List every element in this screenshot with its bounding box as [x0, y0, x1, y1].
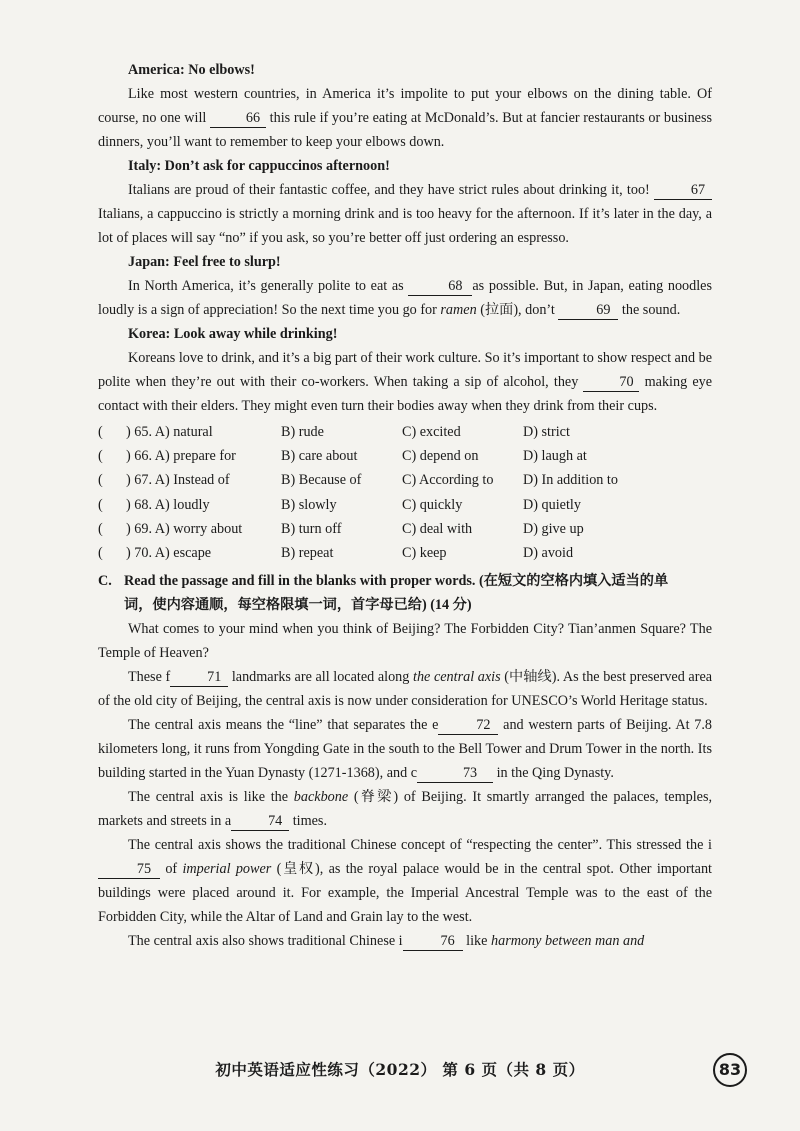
- option-c: C) deal with: [402, 520, 473, 537]
- option-b: B) repeat: [281, 545, 334, 562]
- option-d: D) laugh at: [523, 448, 587, 465]
- option-b: B) Because of: [281, 472, 362, 489]
- america-heading: America: No elbows!: [128, 62, 255, 78]
- option-row: [98, 493, 712, 517]
- blank-74[interactable]: 74: [231, 812, 289, 831]
- option-row: [98, 541, 712, 565]
- option-b: B) care about: [281, 448, 358, 465]
- japan-paragraph: In North America, it’s generally polite to eat as 68 as possible. But, in Japan, eating noodles loudly is a sign of appreciation! So the next time you go for ramen (拉面), don’t 69 the sound.: [98, 278, 712, 318]
- blank-68[interactable]: 68: [408, 277, 472, 296]
- beijing-paragraph-5: The central axis shows the traditional Chinese concept of “respecting the center”. This stressed the i75 of imperial power (皇权), as the royal palace would be in the central spot. Other important buildings were placed around it. For example, the Imperial Ancestral Temple was to the east of the Forbidden City, while the Altar of Land and Grain lay to the west.: [98, 837, 713, 926]
- beijing-paragraph-2: These f 71 landmarks are all located along the central axis (中轴线). As the best preserved area of the old city of Beijing, the central axis is now under consideration for UNESCO’s World Heritage status.: [98, 669, 713, 710]
- option-b: B) rude: [281, 424, 324, 440]
- section-c-line2: 词，使内容通顺，每空格限填一词，首字母已给) (14 分): [124, 597, 472, 614]
- option-a: ) 65. A) natural: [126, 424, 213, 440]
- answer-paren[interactable]: (: [98, 520, 103, 537]
- option-row: [98, 420, 712, 444]
- blank-66[interactable]: 66: [210, 109, 266, 128]
- blank-75[interactable]: 75: [98, 860, 160, 879]
- worksheet-page: [98, 58, 712, 953]
- option-b: B) slowly: [281, 496, 337, 513]
- option-c: C) depend on: [402, 448, 479, 465]
- america-paragraph: Like most western countries, in America it’s impolite to put your elbows on the dining table. Of course, no one will 66 this rule if you’re eating at McDonald’s. But at fancier restaurants or business dinners, you’ll want to remember to keep your elbows down.: [98, 86, 712, 150]
- option-c: C) quickly: [402, 496, 463, 513]
- italy-heading: Italy: Don’t ask for cappuccinos afternoon!: [128, 158, 390, 174]
- option-b: B) turn off: [281, 520, 342, 537]
- answer-paren[interactable]: (: [98, 472, 103, 489]
- blank-73[interactable]: 73: [417, 764, 493, 783]
- option-c: C) keep: [402, 545, 447, 562]
- answer-paren[interactable]: (: [98, 424, 103, 440]
- option-d: D) strict: [523, 424, 570, 440]
- option-row: [98, 517, 712, 541]
- answer-paren[interactable]: (: [98, 448, 103, 465]
- section-c-line1: Read the passage and fill in the blanks with proper words. (在短文的空格内填入适当的单: [124, 573, 669, 590]
- blank-70[interactable]: 70: [583, 373, 639, 392]
- beijing-paragraph-4: The central axis is like the backbone (脊梁) of Beijing. It smartly arranged the palaces, temples, markets and streets in a 74 times.: [98, 789, 713, 830]
- blank-71[interactable]: 71: [170, 668, 228, 687]
- option-d: D) avoid: [523, 545, 574, 562]
- korea-paragraph: Koreans love to drink, and it’s a big part of their work culture. So it’s important to show respect and be polite when they’re out with their co-workers. When taking a sip of alcohol, they 70 making eye contact with their elders. They might even turn their bodies away when they drink from their cups.: [98, 350, 713, 414]
- option-a: ) 67. A) Instead of: [126, 472, 230, 489]
- beijing-paragraph-1: What comes to your mind when you think of Beijing? The Forbidden City? Tian’anmen Square? The Temple of Heaven?: [98, 621, 712, 662]
- option-a: ) 70. A) escape: [126, 545, 212, 562]
- option-d: D) In addition to: [523, 472, 618, 489]
- blank-72[interactable]: 72: [438, 716, 498, 735]
- option-a: ) 69. A) worry about: [126, 520, 243, 537]
- italy-paragraph: Italians are proud of their fantastic coffee, and they have strict rules about drinking it, too! 67 Italians, a cappuccino is strictly a morning drink and is too heavy for the afternoon. If it’s later in the day, a lot of places will say “no” if you ask, so you’re better off just ordering an espresso.: [98, 182, 712, 246]
- option-row: [98, 444, 712, 468]
- korea-heading: Korea: Look away while drinking!: [128, 326, 338, 342]
- page-footer: 初中英语适应性练习（2022） 第 6 页（共 8 页）: [215, 1060, 585, 1079]
- option-c: C) excited: [402, 424, 461, 440]
- blank-76[interactable]: 76: [403, 932, 463, 951]
- section-c-number: C.: [98, 573, 112, 590]
- option-row: [98, 468, 712, 492]
- blank-67[interactable]: 67: [654, 181, 712, 200]
- answer-paren[interactable]: (: [98, 545, 103, 562]
- answer-paren[interactable]: (: [98, 496, 103, 513]
- option-c: C) According to: [402, 472, 494, 489]
- section-c-instructions: [98, 569, 712, 617]
- blank-69[interactable]: 69: [558, 301, 618, 320]
- option-a: ) 66. A) prepare for: [126, 448, 236, 465]
- multiple-choice-options: [98, 420, 712, 565]
- beijing-paragraph-3: The central axis means the “line” that separates the e 72 and western parts of Beijing. At 7.8 kilometers long, it runs from Yongding Gate in the south to the Bell Tower and Drum Tower in the north. Its building started in the Yuan Dynasty (1271-1368), and c 73 in the Qing Dynasty.: [98, 717, 712, 782]
- option-a: ) 68. A) loudly: [126, 496, 210, 513]
- page-number-badge: 83: [713, 1053, 747, 1087]
- option-d: D) quietly: [523, 496, 581, 513]
- beijing-paragraph-6: The central axis also shows traditional Chinese i 76 like harmony between man and: [128, 933, 645, 950]
- japan-heading: Japan: Feel free to slurp!: [128, 254, 281, 270]
- option-d: D) give up: [523, 520, 584, 537]
